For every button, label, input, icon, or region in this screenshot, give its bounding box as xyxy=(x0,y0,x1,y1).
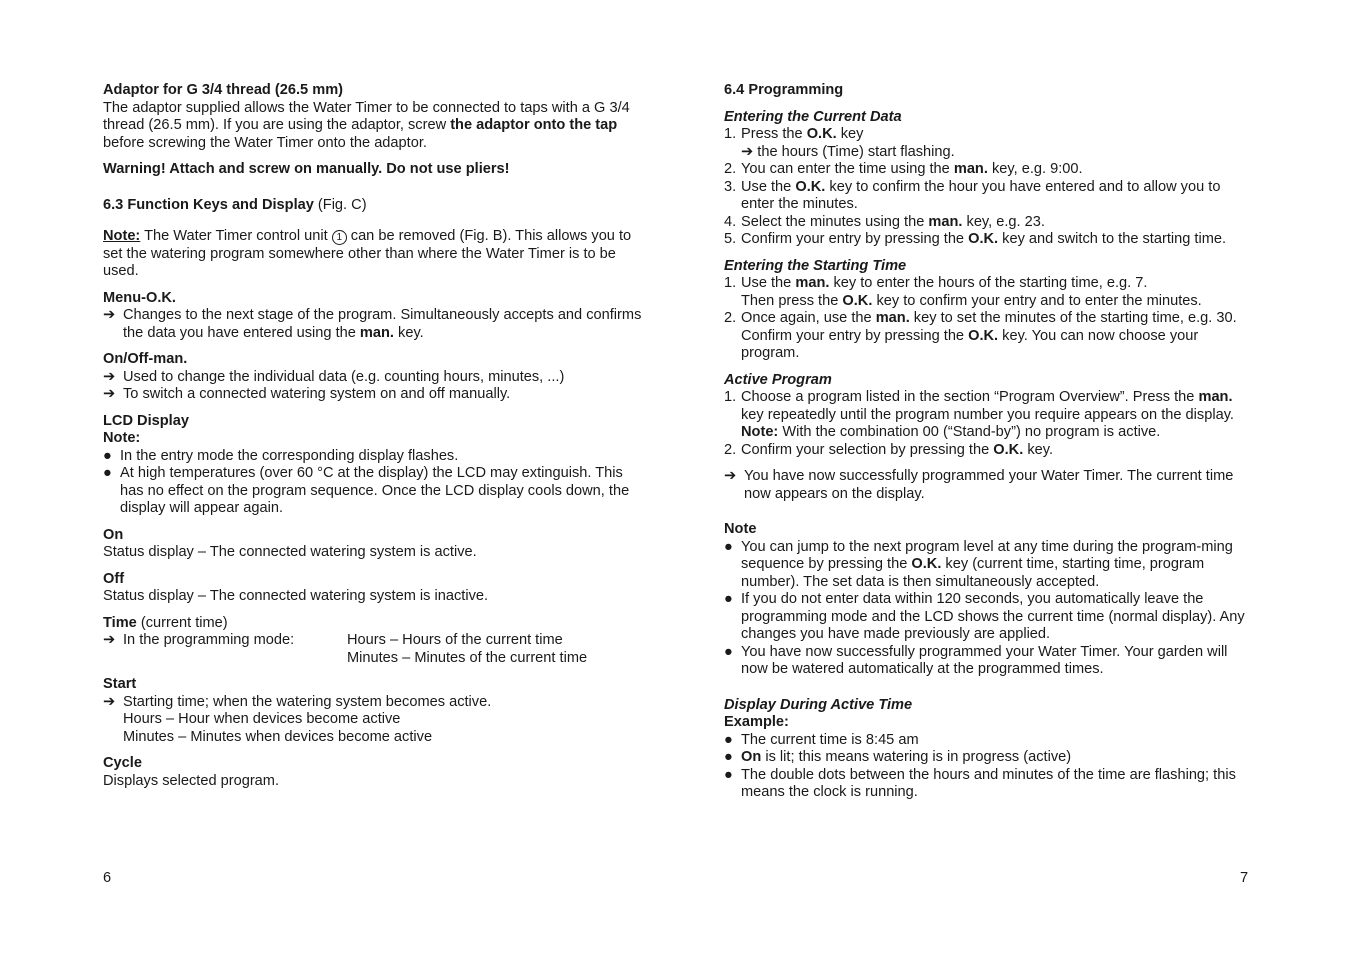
lcd-item: ● In the entry mode the corresponding display flashes. xyxy=(103,447,459,464)
lcd-note-label: Note: xyxy=(103,430,141,446)
start-minutes: Minutes – Minutes when devices become active xyxy=(123,728,433,745)
bullet-icon: ● xyxy=(724,643,733,660)
arrow-icon: ➔ xyxy=(103,693,116,710)
lcd-title: LCD Display xyxy=(103,412,189,429)
time-minutes: Minutes – Minutes of the current time xyxy=(347,649,588,666)
adaptor-text: The adaptor supplied allows the Water Timer to be connected to taps with a G 3/4 thread (26.5 mm). If you are using the adaptor, screw the adaptor onto the tap before screwing the Water Timer onto the adaptor. xyxy=(103,99,630,151)
on-text: Status display – The connected watering system is active. xyxy=(103,544,477,560)
list-item: 1. Press the O.K. key xyxy=(724,126,864,142)
time-title: Time (current time) xyxy=(103,614,228,631)
time-hours: Hours – Hours of the current time xyxy=(347,632,563,648)
display-title: Display During Active Time xyxy=(724,696,913,713)
note-paragraph: Note: The Water Timer control unit 1 can be removed (Fig. B). This allows you to set the watering program somewhere other than where the Water Timer is to be used. xyxy=(103,228,632,279)
note-item: ● You can jump to the next program level at any time during the program-ming sequence by pressing the O.K. key (current time, starting time, program number). The set data is then simultaneously accepted. xyxy=(724,538,1233,590)
on-title: On xyxy=(103,526,124,543)
bullet-icon: ● xyxy=(724,591,733,607)
bullet-icon: ● xyxy=(724,749,733,765)
note-item: ● If you do not enter data within 120 seconds, you automatically leave the programming mode and the LCD shows the current time (normal display). Any changes you have made previously are applied. xyxy=(724,591,1245,642)
page-number-right: 7 xyxy=(1240,870,1249,886)
page-number-left: 6 xyxy=(103,870,112,886)
entering-current-title: Entering the Current Data xyxy=(724,108,902,125)
off-text: Status display – The connected watering system is inactive. xyxy=(103,588,489,604)
note-item: ● You have now successfully programmed your Water Timer. Your garden will now be watered automatically at the programmed times. xyxy=(724,643,1228,677)
list-item: 2. Confirm your selection by pressing the O.K. key. xyxy=(724,441,1054,458)
lcd-item: ● At high temperatures (over 60 °C at the display) the LCD may extinguish. This has no effect on the program sequence. Once the LCD display cools down, the display will appear again. xyxy=(103,465,630,516)
onoff-title: On/Off-man. xyxy=(103,351,188,367)
cycle-title: Cycle xyxy=(103,755,142,771)
right-page xyxy=(724,82,1254,802)
start-item: ➔ Starting time; when the watering system becomes active. xyxy=(103,693,492,710)
list-item-sub: Note: With the combination 00 (“Stand-by”) no program is active. xyxy=(741,424,1161,440)
section-title: 6.4 Programming xyxy=(724,82,844,98)
list-item: 1. Use the man. key to enter the hours of the starting time, e.g. 7. xyxy=(724,275,1148,291)
warning-text: Warning! Attach and screw on manually. Do not use pliers! xyxy=(103,161,510,177)
bullet-icon: ● xyxy=(724,766,733,783)
start-title: Start xyxy=(103,676,137,692)
list-item: 4. Select the minutes using the man. key, e.g. 23. xyxy=(724,213,1045,230)
arrow-icon: ➔ xyxy=(741,143,754,160)
arrow-icon: ➔ xyxy=(103,632,116,648)
arrow-icon: ➔ xyxy=(103,307,116,323)
adaptor-title: Adaptor for G 3/4 thread (26.5 mm) xyxy=(103,82,344,98)
list-item: 1. Choose a program listed in the section “Program Overview”. Press the man. key repeatedly until the program number you require appears on the display. xyxy=(724,389,1234,423)
cycle-text: Displays selected program. xyxy=(103,772,280,789)
display-item: ● On is lit; this means watering is in progress (active) xyxy=(724,749,1072,765)
display-item: ● The current time is 8:45 am xyxy=(724,731,919,748)
active-program-title: Active Program xyxy=(724,371,832,388)
list-item: 3. Use the O.K. key to confirm the hour you have entered and to allow you to enter the minutes. xyxy=(724,178,1221,212)
success-text: ➔ You have now successfully programmed your Water Timer. The current time now appears on the display. xyxy=(724,468,1234,502)
bullet-icon: ● xyxy=(103,465,112,481)
arrow-icon: ➔ xyxy=(724,468,737,484)
left-page xyxy=(103,82,643,790)
list-item-sub: ➔ the hours (Time) start flashing. xyxy=(741,143,955,160)
bullet-icon: ● xyxy=(724,731,733,748)
arrow-icon: ➔ xyxy=(103,368,116,385)
time-row: ➔ In the programming mode: Hours – Hours of the current time Minutes – Minutes of the current time xyxy=(103,632,588,666)
off-title: Off xyxy=(103,570,125,587)
list-item: 2. You can enter the time using the man. key, e.g. 9:00. xyxy=(724,161,1083,177)
start-hours: Hours – Hour when devices become active xyxy=(123,711,401,727)
onoff-item: ➔ Used to change the individual data (e.g. counting hours, minutes, ...) xyxy=(103,368,565,385)
example-label: Example: xyxy=(724,714,789,730)
list-item-sub: Confirm your entry by pressing the O.K. key. You can now choose your program. xyxy=(741,327,1199,361)
bullet-icon: ● xyxy=(103,447,112,464)
menu-ok-title: Menu-O.K. xyxy=(103,289,176,306)
list-item: 5. Confirm your entry by pressing the O.K. key and switch to the starting time. xyxy=(724,231,1227,247)
menu-ok-item: ➔ Changes to the next stage of the program. Simultaneously accepts and confirms the data you have entered using the man. key. xyxy=(103,307,642,341)
bullet-icon: ● xyxy=(724,538,733,555)
display-item: ● The double dots between the hours and minutes of the time are flashing; this means the clock is running. xyxy=(724,766,1236,800)
list-item-sub: Then press the O.K. key to confirm your entry and to enter the minutes. xyxy=(741,292,1202,309)
entering-start-title: Entering the Starting Time xyxy=(724,257,907,274)
arrow-icon: ➔ xyxy=(103,386,116,402)
list-item: 2. Once again, use the man. key to set the minutes of the starting time, e.g. 30. xyxy=(724,310,1237,326)
circled-number-icon: 1 xyxy=(332,230,347,245)
onoff-item: ➔ To switch a connected watering system on and off manually. xyxy=(103,386,511,402)
section-title: 6.3 Function Keys and Display (Fig. C) xyxy=(103,196,367,213)
note-title: Note xyxy=(724,521,757,537)
